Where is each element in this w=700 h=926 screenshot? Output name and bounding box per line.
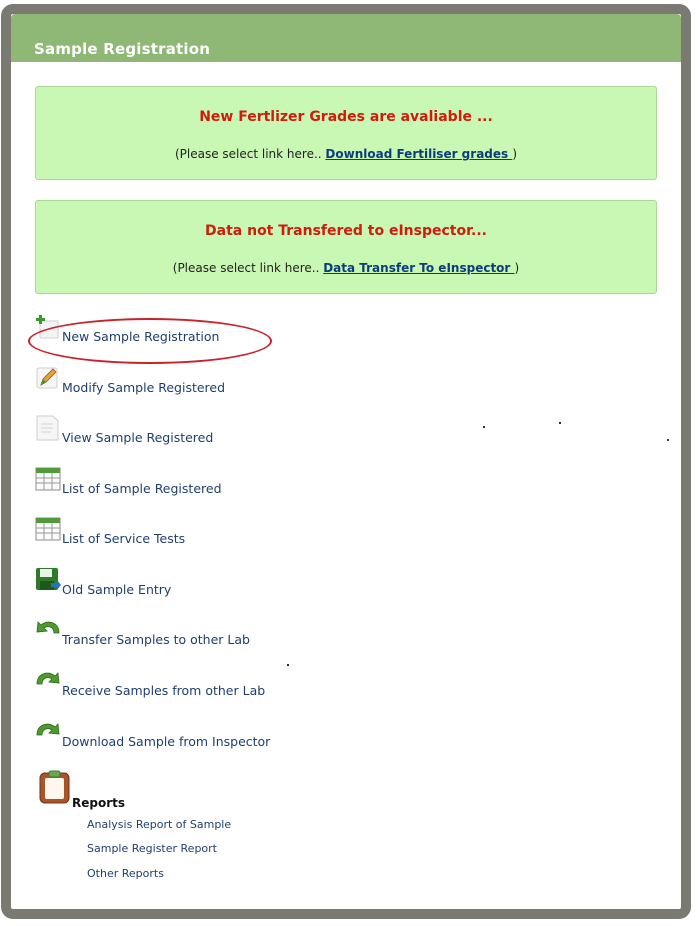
menu-label: Receive Samples from other Lab bbox=[62, 683, 266, 698]
menu-list-of-service-tests[interactable] bbox=[35, 516, 455, 546]
menu-download-sample-from-inspector[interactable] bbox=[35, 719, 455, 749]
menu-modify-sample-registered[interactable] bbox=[35, 365, 455, 395]
sample-register-report-link[interactable]: Sample Register Report bbox=[87, 842, 217, 855]
redo-arrow-icon bbox=[35, 719, 61, 745]
save-disk-icon bbox=[35, 567, 61, 593]
notice-instruction bbox=[36, 261, 656, 275]
undo-arrow-icon bbox=[35, 617, 61, 643]
menu-label: List of Service Tests bbox=[62, 531, 186, 546]
notice-suffix: ) bbox=[514, 261, 520, 275]
artifact-dot bbox=[667, 439, 669, 441]
notice-instruction bbox=[36, 147, 656, 161]
menu-label: Download Sample from Inspector bbox=[62, 734, 271, 749]
menu-new-sample-registration[interactable] bbox=[35, 314, 455, 344]
menu-view-sample-registered[interactable] bbox=[35, 415, 455, 445]
panel-title: Sample Registration bbox=[34, 40, 211, 58]
panel-header bbox=[11, 14, 681, 62]
menu-label: View Sample Registered bbox=[62, 430, 214, 445]
menu-old-sample-entry[interactable] bbox=[35, 567, 455, 597]
menu-label: Transfer Samples to other Lab bbox=[62, 632, 250, 647]
artifact-dot bbox=[287, 664, 289, 666]
clipboard-icon bbox=[39, 770, 71, 804]
menu-label: Modify Sample Registered bbox=[62, 380, 226, 395]
notice-suffix: ) bbox=[512, 147, 518, 161]
table-icon bbox=[35, 516, 61, 542]
menu-list-of-sample-registered[interactable] bbox=[35, 466, 455, 496]
menu-label: List of Sample Registered bbox=[62, 481, 222, 496]
menu-receive-samples[interactable] bbox=[35, 668, 455, 698]
data-transfer-notice bbox=[35, 200, 657, 294]
notice-title: New Fertlizer Grades are avaliable ... bbox=[199, 109, 493, 125]
redo-arrow-icon bbox=[35, 668, 61, 694]
edit-pencil-icon bbox=[35, 365, 61, 391]
notice-prefix: (Please select link here.. bbox=[174, 147, 326, 161]
download-fertiliser-grades-link[interactable]: Download Fertiliser grades bbox=[325, 147, 513, 161]
fertilizer-grades-notice bbox=[35, 86, 657, 180]
notice-title: Data not Transfered to eInspector... bbox=[205, 223, 487, 239]
sample-registration-panel bbox=[1, 4, 691, 919]
document-icon bbox=[35, 415, 61, 441]
other-reports-link[interactable]: Other Reports bbox=[87, 867, 164, 880]
reports-section bbox=[39, 770, 239, 810]
data-transfer-einspector-link[interactable]: Data Transfer To eInspector bbox=[323, 261, 515, 275]
menu-label: New Sample Registration bbox=[62, 329, 220, 344]
artifact-dot bbox=[483, 426, 485, 428]
notice-prefix: (Please select link here.. bbox=[172, 261, 324, 275]
reports-label: Reports bbox=[72, 796, 126, 810]
add-document-icon bbox=[35, 314, 61, 340]
menu-transfer-samples[interactable] bbox=[35, 617, 455, 647]
menu-label: Old Sample Entry bbox=[62, 582, 172, 597]
analysis-report-link[interactable]: Analysis Report of Sample bbox=[87, 818, 232, 831]
artifact-dot bbox=[559, 422, 561, 424]
table-icon bbox=[35, 466, 61, 492]
